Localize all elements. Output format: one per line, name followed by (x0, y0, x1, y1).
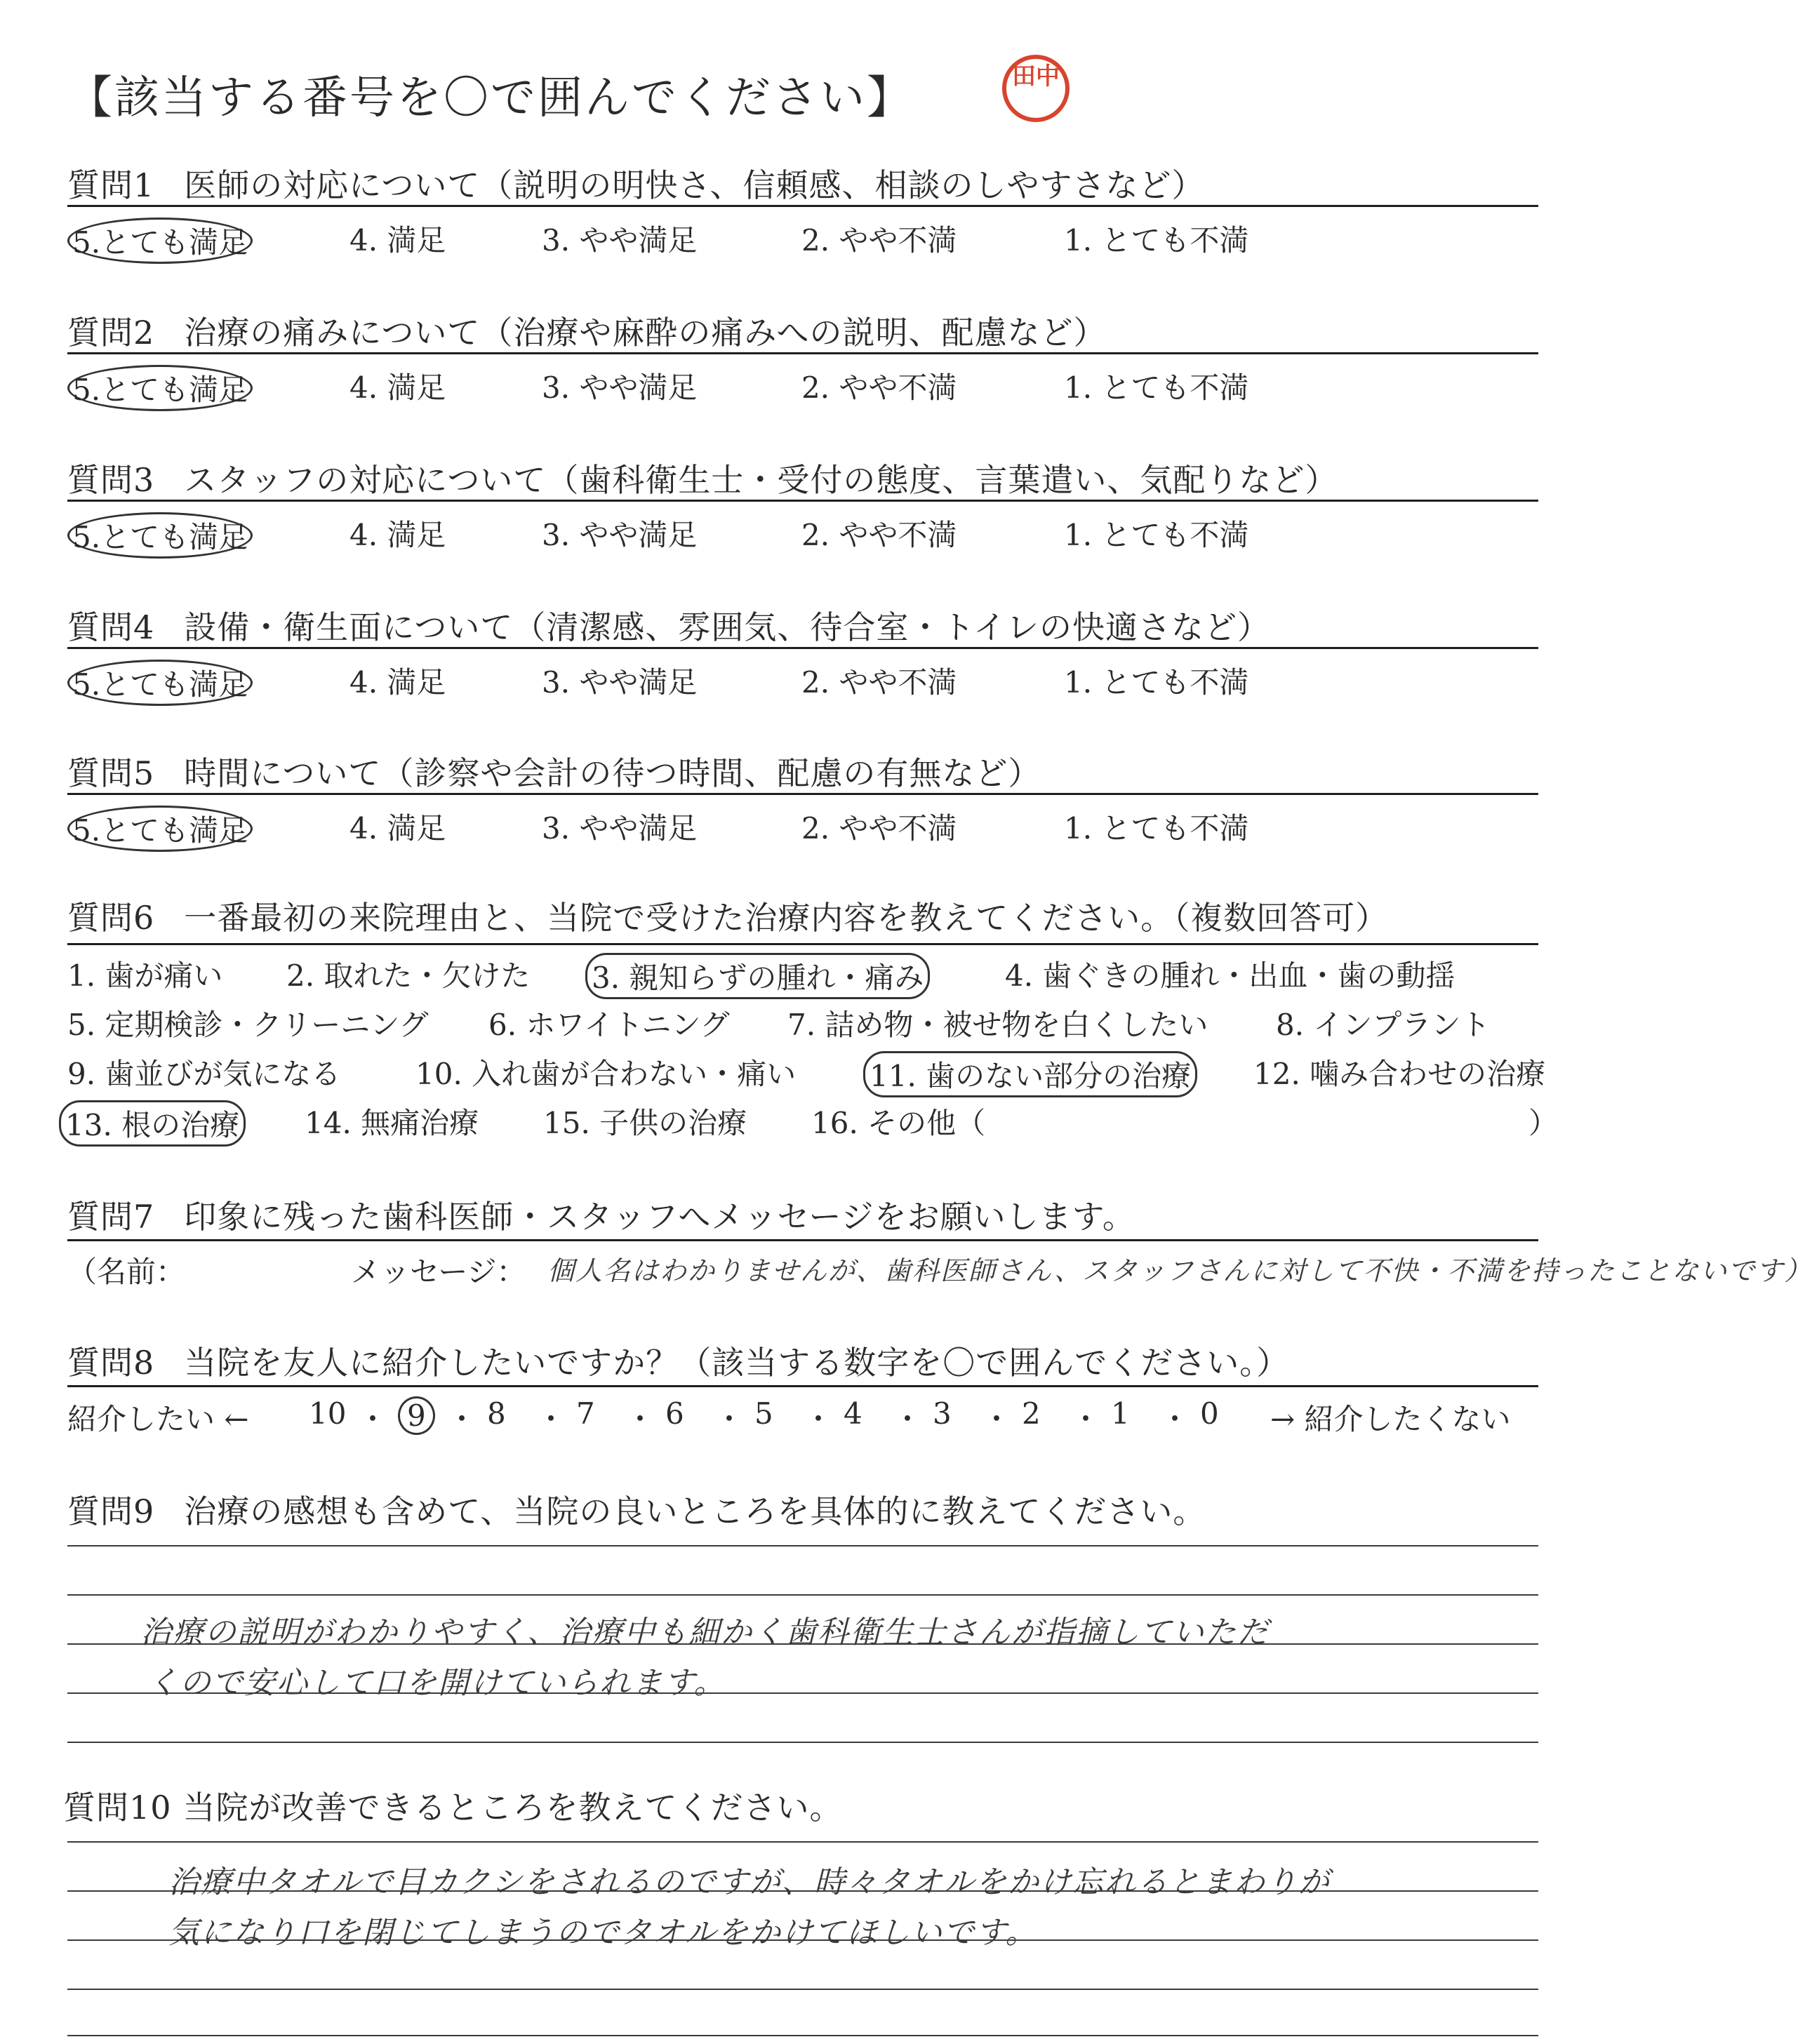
q8-separator: ・ (358, 1402, 388, 1436)
q8-separator: ・ (1071, 1402, 1101, 1436)
q10-line-1 (67, 1841, 1538, 1843)
q6-option-2[interactable]: 2. 取れた・欠けた (286, 958, 531, 993)
q1-rule (67, 205, 1538, 207)
q8-separator: ・ (714, 1402, 745, 1436)
q7-heading (67, 1191, 1135, 1238)
option-label: 3. やや満足 (542, 665, 698, 700)
q6-option-12[interactable]: 12. 噛み合わせの治療 (1253, 1057, 1546, 1091)
q8-scale-8[interactable]: 8 (487, 1396, 506, 1431)
q10-text: 当院が改善できるところを教えてください。 (182, 1789, 843, 1826)
q9-line-5 (67, 1742, 1538, 1743)
q3-option-5[interactable] (67, 512, 255, 559)
q5-option-4[interactable] (349, 806, 446, 848)
q7-number: 質問7 (67, 1198, 155, 1236)
q2-rule (67, 352, 1538, 354)
q6-rule (67, 943, 1538, 945)
q9-heading (67, 1486, 1206, 1532)
q1-option-5[interactable] (67, 218, 255, 264)
option-label: 4. 満足 (349, 518, 446, 552)
option-label: 2. やや不満 (801, 518, 957, 552)
q8-scale-2[interactable]: 2 (1022, 1396, 1041, 1431)
q8-separator: ・ (1160, 1402, 1190, 1436)
q4-option-5[interactable] (67, 660, 255, 706)
q2-option-5[interactable] (67, 365, 255, 411)
q2-heading (67, 307, 1106, 354)
q8-scale-5[interactable]: 5 (754, 1396, 773, 1431)
q9-line-2 (67, 1594, 1538, 1596)
q6-option-11[interactable]: 11. 歯のない部分の治療 (863, 1051, 1197, 1097)
option-label: 2. やや不満 (801, 223, 957, 258)
q8-scale-4[interactable]: 4 (844, 1396, 862, 1431)
q8-scale-0[interactable]: 0 (1200, 1396, 1219, 1431)
q6-option-13[interactable]: 13. 根の治療 (59, 1100, 246, 1147)
q10-heading (63, 1782, 843, 1829)
q3-option-4[interactable] (349, 512, 446, 554)
q9-answer-line-1: 治療の説明がわかりやすく、治療中も細かく歯科衛生士さんが指摘していただ (140, 1615, 1270, 1650)
q4-number: 質問4 (67, 608, 155, 646)
q6-option-8[interactable]: 8. インプラント (1276, 1008, 1491, 1042)
q9-line-1 (67, 1545, 1538, 1547)
q5-option-2[interactable] (801, 806, 957, 848)
q5-heading (67, 748, 1041, 794)
option-label: 5.とても満足 (67, 218, 253, 264)
q1-option-4[interactable] (349, 218, 446, 260)
q4-option-1[interactable] (1064, 660, 1248, 702)
q5-option-5[interactable] (67, 806, 255, 852)
option-label: 2. やや不満 (801, 665, 957, 700)
q1-option-3[interactable] (542, 218, 697, 260)
q9-answer-line-2: くので安心して口を開けていられます。 (147, 1665, 726, 1701)
q8-separator: ・ (804, 1402, 834, 1436)
q8-scale-6[interactable]: 6 (665, 1396, 684, 1431)
q7-name-label: （名前： (67, 1255, 186, 1289)
q6-option-10[interactable]: 10. 入れ歯が合わない・痛い (415, 1057, 797, 1091)
q6-option-7[interactable]: 7. 詰め物・被せ物を白くしたい (787, 1008, 1208, 1042)
option-label: 4. 満足 (349, 223, 446, 258)
option-label: 4. 満足 (349, 665, 446, 700)
option-label: 2. やや不満 (801, 370, 957, 405)
q6-option-16[interactable]: 16. その他（ (811, 1106, 986, 1140)
q8-rule (67, 1385, 1538, 1387)
q8-scale-3[interactable]: 3 (933, 1396, 952, 1431)
option-label: 4. 満足 (349, 370, 446, 405)
q6-heading (67, 893, 1388, 939)
q8-left-label: 紹介したい ← (67, 1402, 249, 1436)
option-label: 1. とても不満 (1064, 518, 1249, 552)
option-label: 3. やや満足 (542, 518, 698, 552)
q6-option-14[interactable]: 14. 無痛治療 (305, 1106, 479, 1140)
q4-option-4[interactable] (349, 660, 446, 702)
q5-number: 質問5 (67, 754, 155, 792)
option-label: 5.とても満足 (67, 660, 253, 706)
q7-text: 印象に残った歯科医師・スタッフへメッセージをお願いします。 (184, 1198, 1135, 1236)
q6-option-6[interactable]: 6. ホワイトニング (488, 1008, 730, 1042)
q4-rule (67, 647, 1538, 649)
q4-option-3[interactable] (542, 660, 697, 702)
q8-separator: ・ (625, 1402, 655, 1436)
q6-option-4[interactable]: 4. 歯ぐきの腫れ・出血・歯の動揺 (1005, 958, 1455, 993)
q8-right-label: → 紹介したくない (1270, 1402, 1511, 1436)
option-label: 5.とても満足 (67, 365, 253, 411)
q3-option-3[interactable] (542, 512, 697, 554)
q8-number: 質問8 (67, 1344, 155, 1382)
q8-scale-7[interactable]: 7 (576, 1396, 595, 1431)
q10-number: 質問10 (63, 1789, 172, 1826)
q4-option-2[interactable] (801, 660, 957, 702)
q10-line-5 (67, 2035, 1538, 2036)
option-label: 1. とても不満 (1064, 811, 1249, 846)
q8-scale-10[interactable]: 10 (309, 1396, 347, 1431)
q7-rule (67, 1239, 1538, 1241)
q6-option-17[interactable]: ） (1528, 1106, 1559, 1140)
q5-option-3[interactable] (542, 806, 697, 848)
option-label: 3. やや満足 (542, 370, 698, 405)
q8-separator: ・ (447, 1402, 477, 1436)
q1-number: 質問1 (67, 166, 155, 204)
form-title: 【該当する番号を〇で囲んでください】 (67, 72, 914, 124)
option-label: 4. 満足 (349, 811, 446, 846)
q6-option-9[interactable]: 9. 歯並びが気になる (67, 1057, 341, 1091)
q3-heading (67, 455, 1338, 501)
q3-text: スタッフの対応について（歯科衛生士・受付の態度、言葉遣い、気配りなど） (184, 461, 1338, 499)
q2-option-3[interactable] (542, 365, 697, 407)
q3-number: 質問3 (67, 461, 155, 499)
q1-option-2[interactable] (801, 218, 957, 260)
q5-text: 時間について（診察や会計の待つ時間、配慮の有無など） (184, 754, 1041, 792)
q5-rule (67, 793, 1538, 795)
q6-option-15[interactable]: 15. 子供の治療 (543, 1106, 747, 1140)
q1-option-1[interactable] (1064, 218, 1248, 260)
option-label: 1. とても不満 (1064, 223, 1249, 258)
q2-text: 治療の痛みについて（治療や麻酔の痛みへの説明、配慮など） (184, 314, 1107, 352)
q4-text: 設備・衛生面について（清潔感、雰囲気、待合室・トイレの快適さなど） (184, 608, 1271, 646)
q6-option-5[interactable]: 5. 定期検診・クリーニング (67, 1008, 429, 1042)
name-seal-stamp: 田中 (1002, 55, 1070, 122)
q6-text: 一番最初の来院理由と、当院で受けた治療内容を教えてください。（複数回答可） (184, 899, 1389, 937)
option-label: 3. やや満足 (542, 811, 698, 846)
option-label: 5.とても満足 (67, 512, 253, 559)
q8-separator: ・ (536, 1402, 566, 1436)
q9-text: 治療の感想も含めて、当院の良いところを具体的に教えてください。 (184, 1492, 1206, 1530)
q8-heading (67, 1337, 1289, 1384)
q2-option-1[interactable] (1064, 365, 1248, 407)
q3-option-1[interactable] (1064, 512, 1248, 554)
q8-scale-9[interactable]: 9 (398, 1396, 435, 1435)
option-label: 2. やや不満 (801, 811, 957, 846)
q1-text: 医師の対応について（説明の明快さ、信頼感、相談のしやすさなど） (184, 166, 1205, 204)
q6-number: 質問6 (67, 899, 155, 937)
q8-separator: ・ (893, 1402, 923, 1436)
q2-number: 質問2 (67, 314, 155, 352)
option-label: 3. やや満足 (542, 223, 698, 258)
q10-line-4 (67, 1989, 1538, 1990)
option-label: 1. とても不満 (1064, 665, 1249, 700)
q6-option-3[interactable]: 3. 親知らずの腫れ・痛み (585, 953, 930, 999)
q3-rule (67, 500, 1538, 502)
q7-message-handwritten: 個人名はわかりませんが、歯科医師さん、スタッフさんに対して不快・不満を持ったことないです） (547, 1255, 1812, 1286)
option-label: 1. とても不満 (1064, 370, 1249, 405)
option-label: 5.とても満足 (67, 806, 253, 852)
q5-option-1[interactable] (1064, 806, 1248, 848)
q2-option-4[interactable] (349, 365, 446, 407)
q4-heading (67, 602, 1270, 648)
q10-answer-line-1: 治療中タオルで目カクシをされるのですが、時々タオルをかけ忘れるとまわりが (168, 1864, 1331, 1900)
q6-option-1[interactable]: 1. 歯が痛い (67, 958, 223, 993)
q7-message-label: メッセージ： (351, 1255, 526, 1289)
q8-separator: ・ (982, 1402, 1012, 1436)
q3-option-2[interactable] (801, 512, 957, 554)
q2-option-2[interactable] (801, 365, 957, 407)
q9-number: 質問9 (67, 1492, 155, 1530)
q8-scale-1[interactable]: 1 (1111, 1396, 1130, 1431)
q1-heading (67, 160, 1205, 206)
q10-answer-line-2: 気になり口を閉じてしまうのでタオルをかけてほしいです。 (168, 1915, 1038, 1951)
q8-text: 当院を友人に紹介したいですか？（該当する数字を〇で囲んでください。） (184, 1344, 1290, 1382)
